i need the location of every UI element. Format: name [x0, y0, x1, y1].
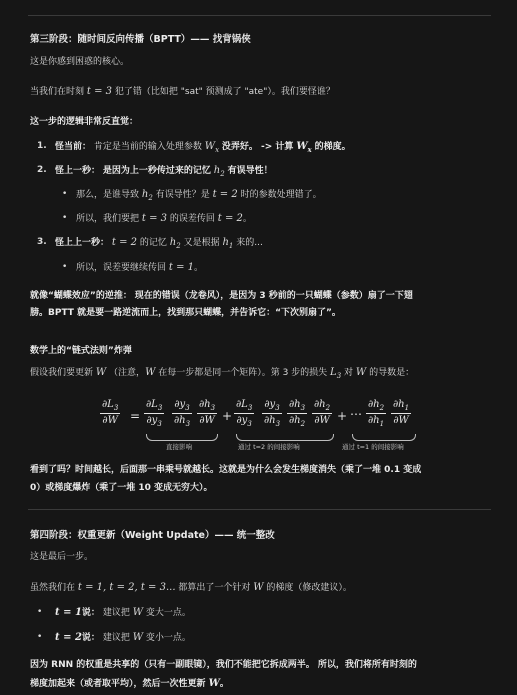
chain-mid: （注意，: [109, 368, 146, 378]
chain-post: 的导数是：: [369, 368, 415, 378]
math-W: W: [132, 607, 143, 618]
math-h2: $h_2$: [169, 237, 181, 250]
math-t2: t = 2: [212, 189, 238, 200]
bullet-dot: •: [62, 262, 68, 272]
item3-number: 3.: [37, 237, 47, 247]
math-t2: t = 2: [111, 237, 138, 248]
final-line2-b: 。: [219, 679, 229, 689]
term2-frac1: $\frac{\partial L_3}{\partial y_3}$: [236, 399, 253, 429]
item3-text-c: 来的...: [236, 238, 263, 248]
brace2-label: 通过 t=2 的间接影响: [238, 443, 300, 451]
math-W: W: [95, 367, 107, 378]
chain-line: [30, 366, 493, 381]
item3: [55, 236, 263, 251]
s4-b2-a: 建议把: [102, 633, 130, 643]
question-line: [30, 85, 493, 99]
divider-middle: [28, 509, 491, 510]
item1-text-b: 没弄好。 -> 计算: [221, 142, 294, 152]
item1-text-c: 的梯度。: [314, 142, 351, 152]
ellipsis: ⋯: [350, 407, 362, 421]
term3-frac1: $\frac{\partial h_2}{\partial h_1}$: [368, 399, 385, 429]
math-t2: t = 2: [217, 213, 243, 224]
final-line2-a: 梯度加起来（或者取平均），然后一次性更新: [30, 679, 206, 689]
item2-sub2: [76, 212, 252, 226]
item1-text-a: 肯定是当前的输入处理参数: [93, 142, 202, 152]
term1-frac1: $\frac{\partial L_3}{\partial y_3}$: [146, 399, 163, 429]
math-t2: t = 2: [55, 632, 82, 643]
item2-number: 2.: [37, 165, 47, 175]
s4-line-pre: 虽然我们在: [30, 583, 76, 593]
term2-frac2: $\frac{\partial y_3}{\partial h_3}$: [264, 399, 281, 429]
item2-sub2-c: 。: [242, 214, 252, 224]
math-wx-2: $W_x$: [296, 141, 312, 154]
math-W: W: [132, 632, 143, 643]
item3-text-a: 的记忆: [139, 238, 167, 248]
question-post: 犯了错（比如把 "sat" 预测成了 "ate"）。我们要怪谁？: [114, 87, 335, 97]
item1-number: 1.: [37, 141, 47, 151]
butterfly-label: 就像“蝴蝶效应”的逆推：: [30, 291, 132, 301]
item3-label: 怪上上一秒：: [55, 238, 110, 248]
section4-heading: 第四阶段：权重更新（Weight Update）—— 统一整改: [30, 530, 275, 541]
math-wx: $W_x$: [204, 141, 220, 154]
item2-sub1-a: 那么，是谁导致: [76, 190, 140, 200]
math-t-sequence: t = 1, t = 2, t = 3...: [77, 582, 176, 593]
butterfly-line1: [30, 290, 493, 302]
item2-label: 怪上一秒：: [55, 166, 101, 176]
chain-mid2: 在每一步都是同一个矩阵）。第 3 步的损失: [158, 368, 328, 378]
brace-2: [236, 434, 334, 441]
chain-mid3: 对: [344, 368, 354, 378]
brace-3: [352, 434, 416, 441]
math-t1: t = 1: [55, 607, 82, 618]
question-pre: 当我们在时刻: [30, 87, 85, 97]
s4-line-post: 的梯度（修改建议）。: [266, 583, 352, 593]
item3-text-b: 又是根据: [183, 238, 220, 248]
brace3-label: 通过 t=1 的间接影响: [342, 443, 404, 451]
brace1-label: 直接影响: [166, 443, 192, 451]
term2-frac4: $\frac{\partial h_2}{\partial W}$: [314, 399, 331, 427]
logic-heading: 这一步的逻辑非常反直觉：: [30, 117, 139, 127]
item3-sub1-b: 。: [194, 263, 204, 273]
item3-sub1: [76, 261, 203, 275]
frac-dL3-dW: $\frac{\partial L_3}{\partial W}$: [102, 399, 119, 427]
term3-frac2: $\frac{\partial h_1}{\partial W}$: [393, 399, 410, 427]
s4-b2-b: 变小一点。: [145, 633, 191, 643]
conclusion-line2: 0）或梯度爆炸（乘了一堆 10 变成无穷大）。: [30, 483, 213, 493]
math-W: W: [355, 367, 367, 378]
bullet-dot: •: [37, 632, 43, 642]
divider-top: [28, 15, 491, 16]
butterfly-line2: 膀。BPTT 就是要一路逆流而上，找到那只蝴蝶，并告诉它：“下次别扇了”。: [30, 308, 341, 318]
term1-frac2: $\frac{\partial y_3}{\partial h_3}$: [174, 399, 191, 429]
item1: [55, 140, 351, 155]
section3-intro: 这是你感到困惑的核心。: [30, 57, 130, 67]
bullet-dot: •: [62, 213, 68, 223]
chain-rule-formula: [100, 398, 430, 454]
bullet-dot: •: [62, 189, 68, 199]
item1-label: 怪当前：: [55, 142, 92, 152]
final-line1: 因为 RNN 的权重是共享的（只有一副眼镜），我们不能把它拆成两半。 所以，我们将所有时刻的: [30, 660, 417, 670]
math-W: W: [253, 582, 264, 593]
s4-b1-b: 变大一点。: [145, 608, 191, 618]
math-t3: t = 3: [86, 86, 113, 97]
item2-sub1-c: 时的参数处理错了。: [240, 190, 322, 200]
term2-frac3: $\frac{\partial h_3}{\partial h_2}$: [289, 399, 306, 429]
section4-intro: 这是最后一步。: [30, 552, 94, 562]
plus-sign: +: [222, 409, 233, 423]
math-t3: t = 3: [141, 213, 168, 224]
plus-sign: +: [337, 409, 348, 423]
math-W: W: [145, 367, 156, 378]
item2-sub1-b: 有误导性？是: [155, 190, 210, 200]
s4-b1-a: 建议把: [102, 608, 130, 618]
math-h2: $h_2$: [213, 165, 225, 178]
s4-b1-label: 说：: [81, 608, 100, 618]
term1-frac3: $\frac{\partial h_3}{\partial W}$: [199, 399, 216, 427]
chain-heading: 数学上的“链式法则”炸弹: [30, 346, 132, 356]
math-t1: t = 1: [168, 262, 195, 273]
math-W: W: [208, 678, 220, 689]
equals-sign: =: [130, 409, 141, 423]
bullet-dot: •: [37, 607, 43, 617]
s4-bullet2: [55, 631, 191, 645]
math-L3: $L_3$: [330, 367, 342, 380]
item3-sub1-a: 所以，误差要继续传回: [76, 263, 167, 273]
butterfly-text: 现在的错误（龙卷风），是因为 3 秒前的一只蝴蝶（参数）扇了一下翅: [134, 291, 413, 301]
s4-bullet1: [55, 606, 191, 620]
item2-text-a: 是因为上一秒传过来的记忆: [102, 166, 211, 176]
section3-heading: 第三阶段：随时间反向传播（BPTT）—— 找背锅侠: [30, 34, 251, 45]
math-h1: $h_1$: [222, 237, 234, 250]
math-h2: $h_2$: [141, 189, 153, 202]
item2-sub1: [76, 188, 322, 203]
conclusion-line1: 看到了吗？时间越长，后面那一串乘号就越长。这就是为什么会发生梯度消失（乘了一堆 0.1 变成: [30, 465, 422, 475]
s4-line-mid: 都算出了一个针对: [178, 583, 251, 593]
s4-b2-label: 说：: [81, 633, 100, 643]
chain-pre: 假设我们要更新: [30, 368, 94, 378]
item2-text-b: 有误导性！: [227, 166, 273, 176]
item2-sub2-a: 所以，我们要把: [76, 214, 140, 224]
item2-sub2-b: 的误差传回: [169, 214, 215, 224]
item2: [55, 164, 273, 179]
section4-line: [30, 581, 493, 595]
final-line2: [30, 677, 493, 691]
brace-1: [146, 434, 218, 441]
